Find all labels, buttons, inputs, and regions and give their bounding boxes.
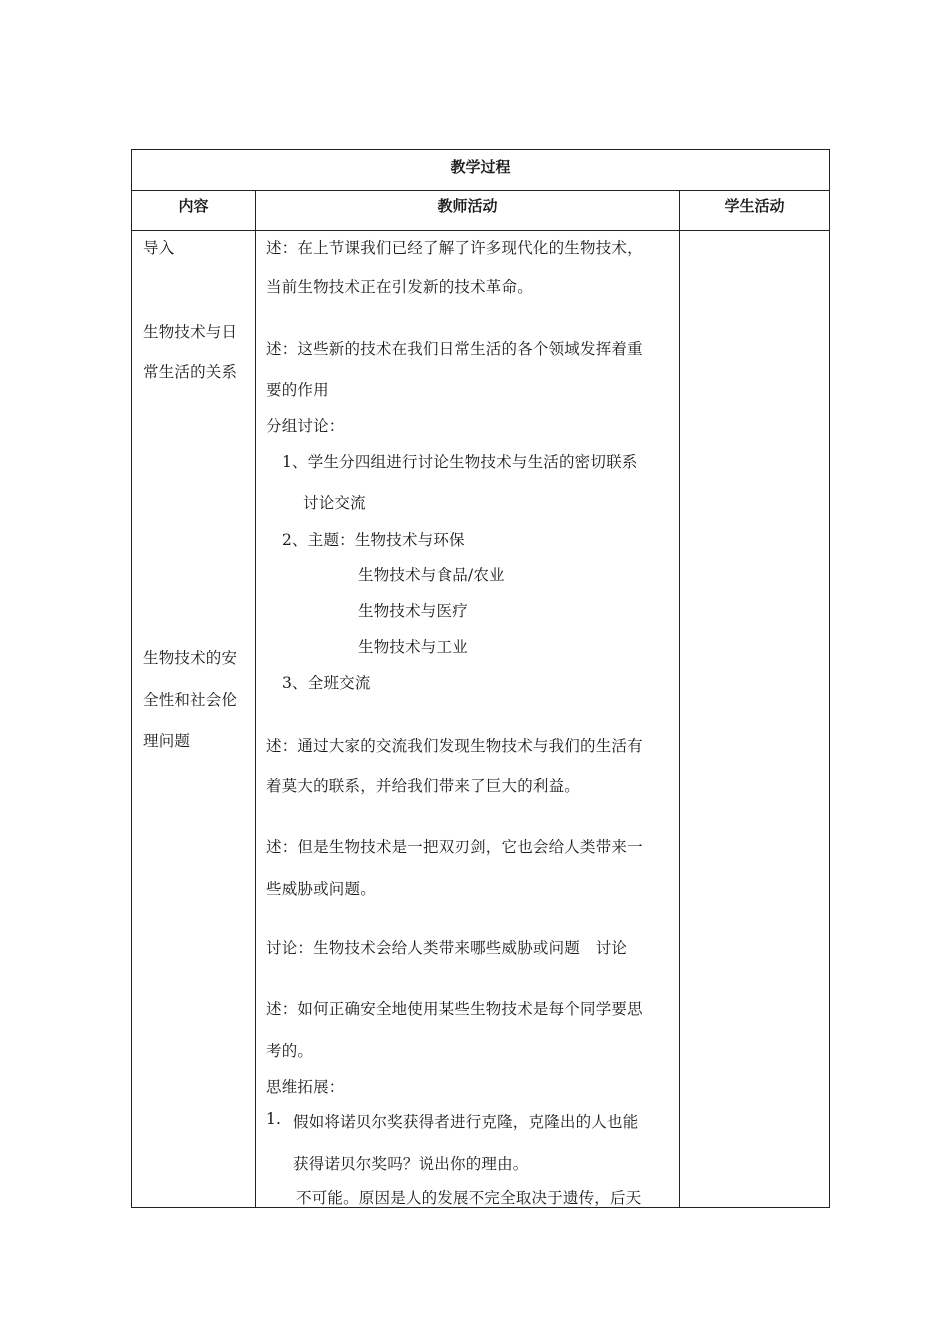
teacher-line: 1、学生分四组进行讨论生物技术与生活的密切联系 <box>282 453 638 471</box>
header-divider <box>132 230 829 231</box>
teacher-line: 思维拓展： <box>266 1078 345 1096</box>
header-teacher-activity: 教师活动 <box>437 197 498 215</box>
teacher-line: 要的作用 <box>266 381 329 399</box>
header-student-activity: 学生活动 <box>724 197 785 215</box>
teacher-line: 不可能。原因是人的发展不完全取决于遗传，后天 <box>296 1189 642 1207</box>
teacher-line: 着莫大的联系，并给我们带来了巨大的利益。 <box>266 777 581 795</box>
teacher-line: 讨论交流 <box>303 494 366 512</box>
teacher-line: 述：通过大家的交流我们发现生物技术与我们的生活有 <box>266 737 643 755</box>
teacher-line: 生物技术与食品/农业 <box>358 566 505 584</box>
teacher-line: 获得诺贝尔奖吗？说出你的理由。 <box>293 1155 529 1173</box>
teacher-line: 假如将诺贝尔奖获得者进行克隆，克隆出的人也能 <box>293 1113 639 1131</box>
content-topic2-line1: 生物技术的安 <box>143 649 238 667</box>
teacher-line: 生物技术与医疗 <box>358 602 468 620</box>
teacher-line: 述：在上节课我们已经了解了许多现代化的生物技术， <box>266 239 643 257</box>
teacher-line: 分组讨论： <box>266 417 345 435</box>
table-title: 教学过程 <box>450 158 511 176</box>
teacher-line: 3、全班交流 <box>282 674 371 692</box>
teacher-line: 当前生物技术正在引发新的技术革命。 <box>266 278 533 296</box>
content-topic2-line2: 全性和社会伦 <box>143 691 238 709</box>
teacher-line: 述：如何正确安全地使用某些生物技术是每个同学要思 <box>266 1000 643 1018</box>
teacher-line: 考的。 <box>266 1042 314 1060</box>
column-divider-2 <box>679 191 680 1207</box>
content-topic1-line2: 常生活的关系 <box>143 363 238 381</box>
list-number: 1. <box>266 1110 282 1128</box>
teacher-line: 些威胁或问题。 <box>266 880 376 898</box>
teacher-line: 述：这些新的技术在我们日常生活的各个领域发挥着重 <box>266 340 643 358</box>
teacher-line: 述：但是生物技术是一把双刃剑，它也会给人类带来一 <box>266 838 643 856</box>
header-content: 内容 <box>178 197 209 215</box>
content-topic1-line1: 生物技术与日 <box>143 323 238 341</box>
content-topic2-line3: 理问题 <box>143 732 191 750</box>
teaching-process-table <box>131 149 830 1208</box>
teacher-line: 2、主题：生物技术与环保 <box>282 531 465 549</box>
teacher-line: 讨论：生物技术会给人类带来哪些威胁或问题 讨论 <box>266 939 628 957</box>
content-intro: 导入 <box>143 239 175 257</box>
teacher-line: 生物技术与工业 <box>358 638 468 656</box>
column-divider-1 <box>255 191 256 1207</box>
